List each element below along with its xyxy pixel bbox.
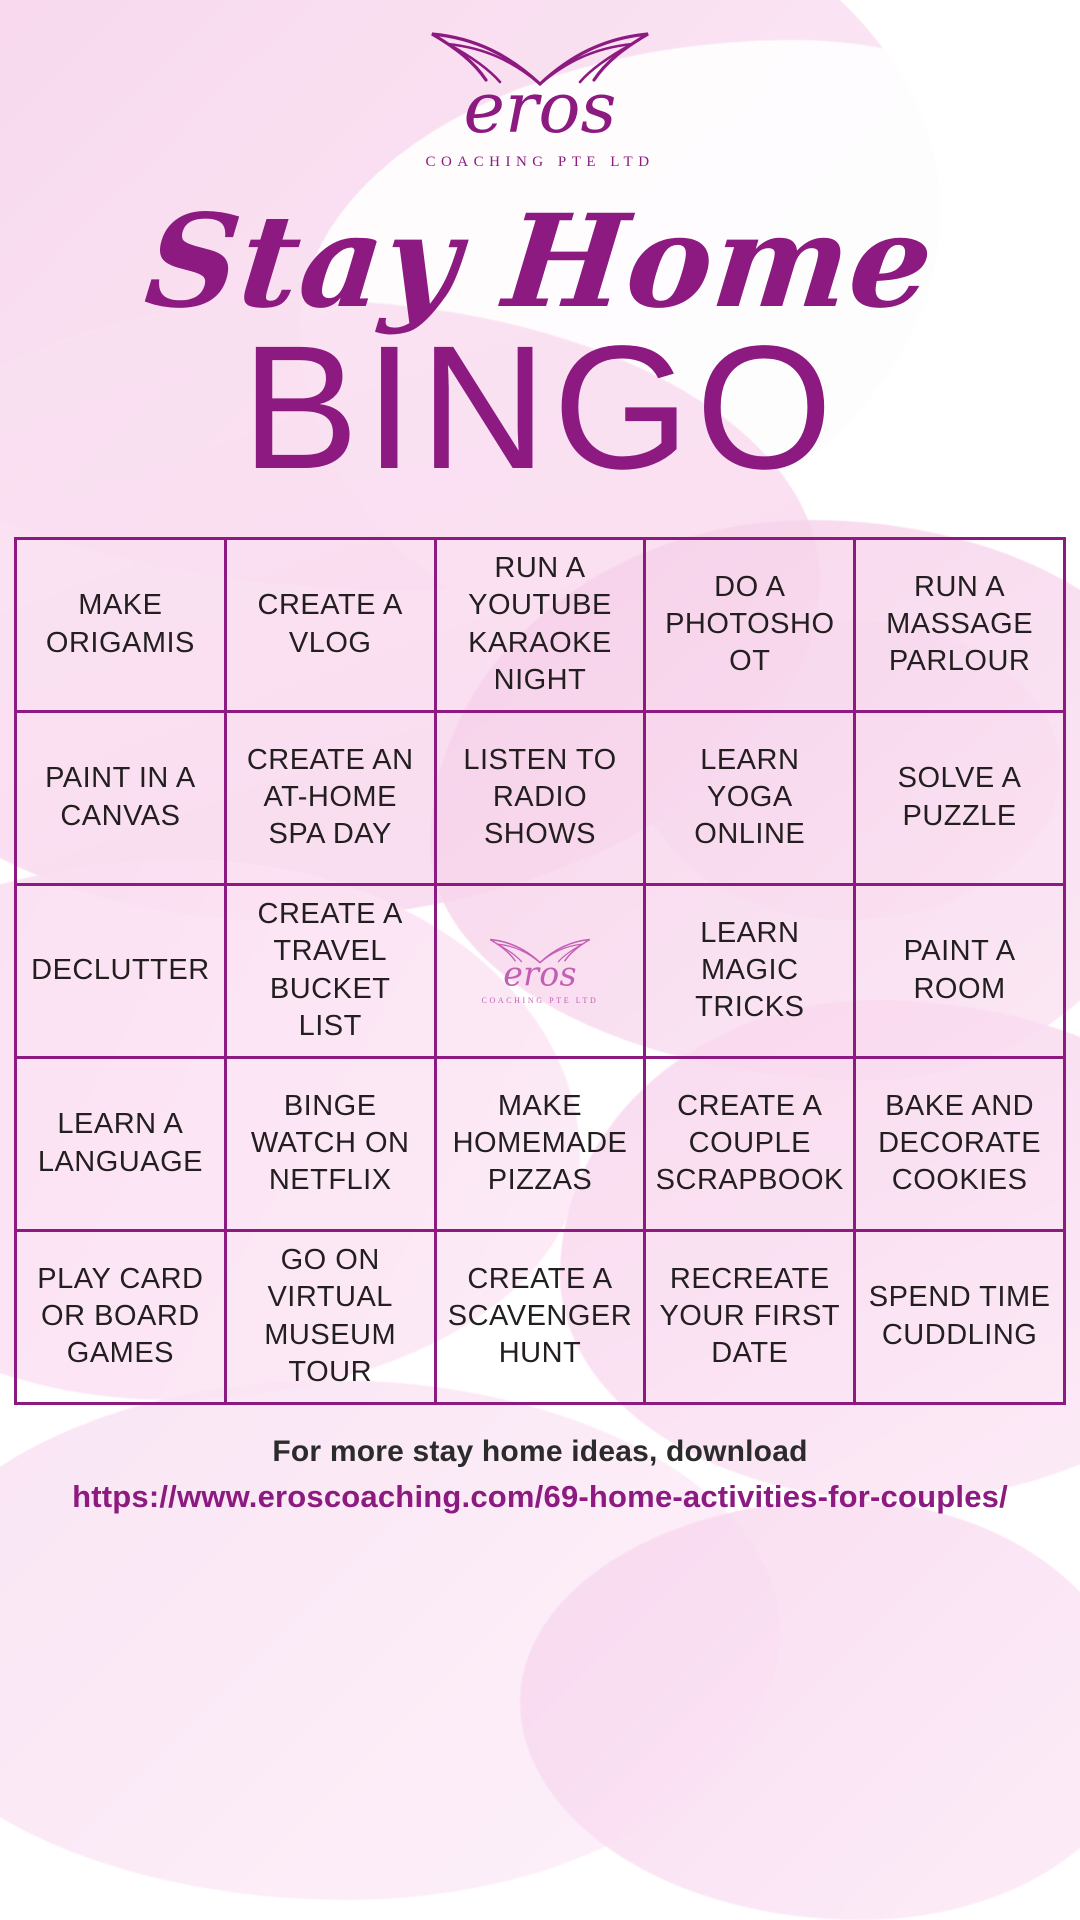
bingo-cell[interactable]: DO A PHOTOSHOOT [645,538,855,711]
page-title-script: Stay Home [139,187,941,337]
bingo-cell-logo[interactable] [435,884,645,1057]
bingo-cell[interactable]: CREATE A VLOG [225,538,435,711]
bingo-cell[interactable]: SOLVE A PUZZLE [855,711,1065,884]
bingo-cell[interactable]: MAKE ORIGAMIS [16,538,226,711]
bingo-row [16,711,1065,884]
eros-wings-logo-icon [390,22,690,152]
bingo-cell[interactable]: CREATE A SCAVENGER HUNT [435,1230,645,1403]
bingo-cell[interactable]: CREATE A COUPLE SCRAPBOOK [645,1057,855,1230]
bingo-cell[interactable]: RECREATE YOUR FIRST DATE [645,1230,855,1403]
svg-text:eros: eros [503,955,577,995]
bingo-cell[interactable]: PAINT IN A CANVAS [16,711,226,884]
footer-text: For more stay home ideas, download [272,1434,808,1468]
bingo-cell[interactable]: PLAY CARD OR BOARD GAMES [16,1230,226,1403]
bingo-cell[interactable]: CREATE A TRAVEL BUCKET LIST [225,884,435,1057]
bingo-cell[interactable]: LEARN MAGIC TRICKS [645,884,855,1057]
footer-link[interactable]: https://www.eroscoaching.com/69-home-activities-for-couples/ [72,1478,1008,1514]
bingo-cell[interactable]: RUN A MASSAGE PARLOUR [855,538,1065,711]
bingo-row [16,1230,1065,1403]
page-title-bingo: BINGO [241,310,839,507]
bingo-row [16,1057,1065,1230]
bingo-card [0,537,1080,1405]
bingo-cell[interactable]: BINGE WATCH ON NETFLIX [225,1057,435,1230]
bingo-cell[interactable]: CREATE AN AT-HOME SPA DAY [225,711,435,884]
bingo-cell[interactable]: LEARN A LANGUAGE [16,1057,226,1230]
eros-wings-logo-icon [445,934,636,994]
footer [0,1435,1080,1515]
bingo-cell[interactable]: RUN A YOUTUBE KARAOKE NIGHT [435,538,645,711]
bingo-cell[interactable]: LISTEN TO RADIO SHOWS [435,711,645,884]
bingo-cell[interactable]: PAINT A ROOM [855,884,1065,1057]
svg-text:eros: eros [463,67,617,149]
bingo-cell[interactable]: GO ON VIRTUAL MUSEUM TOUR [225,1230,435,1403]
bingo-row [16,538,1065,711]
bingo-grid [14,537,1066,1405]
bingo-cell[interactable]: MAKE HOMEMADE PIZZAS [435,1057,645,1230]
bingo-cell[interactable]: BAKE AND DECORATE COOKIES [855,1057,1065,1230]
brand-tagline: COACHING PTE LTD [425,154,655,170]
bingo-row [16,884,1065,1057]
bingo-cell-logo-tagline: COACHING PTE LTD [481,996,599,1006]
bingo-cell[interactable]: LEARN YOGA ONLINE [645,711,855,884]
brand-logo [0,22,1080,171]
bingo-cell[interactable]: SPEND TIME CUDDLING [855,1230,1065,1403]
bingo-cell[interactable]: DECLUTTER [16,884,226,1057]
